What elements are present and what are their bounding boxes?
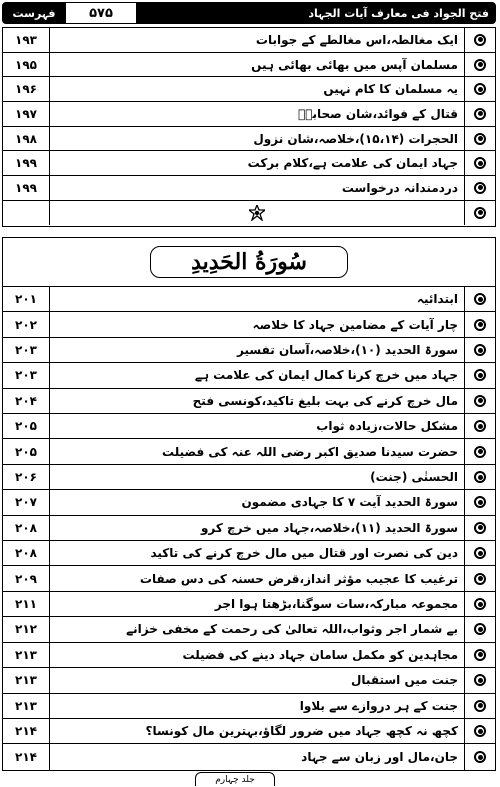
entry-title: ترغیب کا عجیب مؤثر انداز،قرض حسنہ کی دس صفات (49, 566, 464, 590)
entry-title: جان،مال اور زبان سے جہاد (49, 744, 464, 769)
entry-title: سورۃ الحدید (۱۱)،خلاصہ،جہاد میں خرچ کرو (49, 516, 464, 540)
table-row (3, 592, 495, 617)
bullet-cell (464, 414, 495, 438)
book-title: فتح الجواد فی معارف آیات الجہاد (137, 3, 495, 23)
entry-title: یہ مسلمان کا کام نہیں (49, 77, 464, 101)
entry-title: جہاد ایمان کی علامت ہے،کلام برکت (49, 151, 464, 175)
entry-page: ۲۱۳ (15, 673, 37, 688)
bullet-cell (464, 566, 495, 590)
bullet-cell (464, 617, 495, 641)
bullet-cell (464, 102, 495, 126)
entry-page: ۲۱۴ (15, 724, 37, 739)
table-row (3, 490, 495, 515)
entry-title: مجموعہ مبارکہ،سات سوگنا،بڑھتا ہوا اجر (49, 592, 464, 616)
bullet-cell (464, 694, 495, 718)
entry-title: مجاہدین کو مکمل سامان جہاد دینے کی فضیلت (49, 643, 464, 667)
section-label: فہرست (3, 3, 65, 23)
bullet-icon (474, 157, 486, 169)
entry-title: جنت میں استقبال (49, 668, 464, 692)
entry-page: ۲۰۴ (15, 393, 37, 408)
table-row (3, 643, 495, 668)
upper-index-table (2, 27, 496, 227)
entry-title: جہاد میں خرچ کرنا کمال ایمان کی علامت ہے (49, 363, 464, 387)
bullet-icon (474, 420, 486, 432)
table-row (3, 541, 495, 566)
entry-page: ۲۰۵ (15, 444, 37, 459)
entry-title: مسلمان آپس میں بھائی بھائی ہیں (49, 53, 464, 77)
entry-page: ۲۰۵ (15, 419, 37, 434)
entry-page: ۲۰۷ (15, 495, 37, 510)
bullet-cell (464, 719, 495, 743)
entry-page: ۲۰۹ (15, 571, 37, 586)
empty-page-cell (3, 201, 49, 225)
table-row (3, 28, 495, 53)
table-row (3, 363, 495, 388)
bullet-cell (464, 516, 495, 540)
entry-title: جنت کے ہر دروازے سے بلاوا (49, 694, 464, 718)
entry-page: ۲۰۶ (15, 470, 37, 485)
entry-title: مشکل حالات،زیادہ ثواب (49, 414, 464, 438)
table-row (3, 668, 495, 693)
bullet-cell (464, 465, 495, 489)
entry-page: ۱۹۸ (15, 131, 37, 146)
table-row (3, 465, 495, 490)
lower-index-table (2, 237, 496, 771)
bullet-cell (464, 53, 495, 77)
bullet-cell (464, 176, 495, 200)
table-row (3, 439, 495, 464)
entry-page: ۱۹۵ (15, 57, 37, 72)
bullet-icon (474, 344, 486, 356)
table-row (3, 617, 495, 642)
entry-title: قتال کے فوائد،شان صحابہؓ (49, 102, 464, 126)
entry-title: الحجرات (۱۵،۱۴)،خلاصہ،شان نزول (49, 127, 464, 151)
table-row (3, 312, 495, 337)
bullet-icon (474, 725, 486, 737)
entry-title: ایک مغالطہ،اس مغالطے کے جوابات (49, 28, 464, 52)
entry-page: ۲۰۳ (15, 343, 37, 358)
entry-title: ابتدائیہ (49, 287, 464, 311)
bullet-cell (464, 287, 495, 311)
table-row (3, 287, 495, 312)
bullet-cell (464, 439, 495, 463)
entry-title: دردمندانہ درخواست (49, 176, 464, 200)
bullet-cell (464, 363, 495, 387)
bullet-icon (474, 674, 486, 686)
bullet-icon (474, 598, 486, 610)
bullet-icon (474, 108, 486, 120)
bullet-cell (464, 28, 495, 52)
bullet-icon (474, 182, 486, 194)
bullet-icon (474, 446, 486, 458)
entry-title: کچھ نہ کچھ جہاد میں ضرور لگاؤ،بہترین مال کونسا؟ (49, 719, 464, 743)
table-row (3, 53, 495, 78)
bullet-icon (474, 522, 486, 534)
entry-page: ۲۰۸ (15, 520, 37, 535)
bullet-cell (464, 151, 495, 175)
entry-title: سورۃ الحدید آیت ۷ کا جہادی مضمون (49, 490, 464, 514)
bullet-cell (464, 668, 495, 692)
entry-page: ۲۱۱ (15, 597, 37, 612)
bullet-icon (474, 700, 486, 712)
volume-footer: جلد چہارم (195, 772, 275, 786)
entry-page: ۱۹۹ (15, 156, 37, 171)
entry-page: ۲۰۱ (15, 292, 37, 307)
entry-page: ۱۹۷ (15, 106, 37, 121)
table-row (3, 694, 495, 719)
table-row (3, 566, 495, 591)
bullet-cell (464, 201, 495, 225)
bullet-cell (464, 389, 495, 413)
bullet-icon (474, 59, 486, 71)
table-row (3, 414, 495, 439)
page-header (2, 2, 496, 24)
table-row (3, 338, 495, 363)
entry-title: مال خرچ کرنے کی بہت بلیغ تاکید،کونسی فتح (49, 389, 464, 413)
entry-title: چار آیات کے مضامین جہاد کا خلاصہ (49, 312, 464, 336)
table-row (3, 77, 495, 102)
page-number: ۵۷۵ (65, 3, 137, 23)
entry-page: ۱۹۹ (15, 180, 37, 195)
entry-page: ۲۰۳ (15, 368, 37, 383)
ornament-cell (49, 201, 464, 225)
bullet-cell (464, 127, 495, 151)
entry-page: ۲۱۴ (15, 750, 37, 765)
bullet-icon (474, 369, 486, 381)
bullet-icon (474, 319, 486, 331)
bullet-icon (474, 573, 486, 585)
entry-page: ۲۰۲ (15, 317, 37, 332)
bullet-icon (474, 623, 486, 635)
surah-title-row (3, 238, 495, 287)
table-row (3, 127, 495, 152)
bullet-cell (464, 744, 495, 769)
table-row (3, 719, 495, 744)
entry-page: ۱۹۳ (15, 32, 37, 47)
entry-title: دین کی نصرت اور قتال میں مال خرچ کرنے کی تاکید (49, 541, 464, 565)
entry-page: ۱۹۶ (15, 82, 37, 97)
bullet-icon (474, 133, 486, 145)
entry-page: ۲۱۳ (15, 698, 37, 713)
surah-title: سُورَةُ الحَدِيدِ (150, 246, 348, 278)
table-row (3, 744, 495, 769)
bullet-cell (464, 77, 495, 101)
bullet-cell (464, 541, 495, 565)
bullet-icon (474, 83, 486, 95)
entry-page: ۲۱۲ (15, 622, 37, 637)
bullet-cell (464, 592, 495, 616)
bullet-icon (474, 207, 486, 219)
bullet-icon (474, 547, 486, 559)
bullet-cell (464, 490, 495, 514)
table-row (3, 516, 495, 541)
entry-title: بے شمار اجر وثواب،اللہ تعالیٰ کی رحمت کے مخفی خزانے (49, 617, 464, 641)
table-row (3, 151, 495, 176)
entry-page: ۲۱۳ (15, 647, 37, 662)
bullet-icon (474, 649, 486, 661)
bullet-icon (474, 471, 486, 483)
bullet-icon (474, 751, 486, 763)
bullet-cell (464, 643, 495, 667)
bullet-cell (464, 312, 495, 336)
star-ornament-icon (249, 205, 265, 221)
bullet-icon (474, 293, 486, 305)
table-row (3, 176, 495, 201)
ornament-row (3, 201, 495, 225)
table-row (3, 102, 495, 127)
bullet-icon (474, 395, 486, 407)
entry-title: حضرت سیدنا صدیق اکبر رضی اللہ عنہ کی فضیلت (49, 439, 464, 463)
bullet-icon (474, 34, 486, 46)
table-row (3, 389, 495, 414)
entry-title: سورۃ الحدید (۱۰)،خلاصہ،آسان تفسیر (49, 338, 464, 362)
bullet-icon (474, 496, 486, 508)
bullet-cell (464, 338, 495, 362)
entry-title: الحسنٰی (جنت) (49, 465, 464, 489)
entry-page: ۲۰۸ (15, 546, 37, 561)
